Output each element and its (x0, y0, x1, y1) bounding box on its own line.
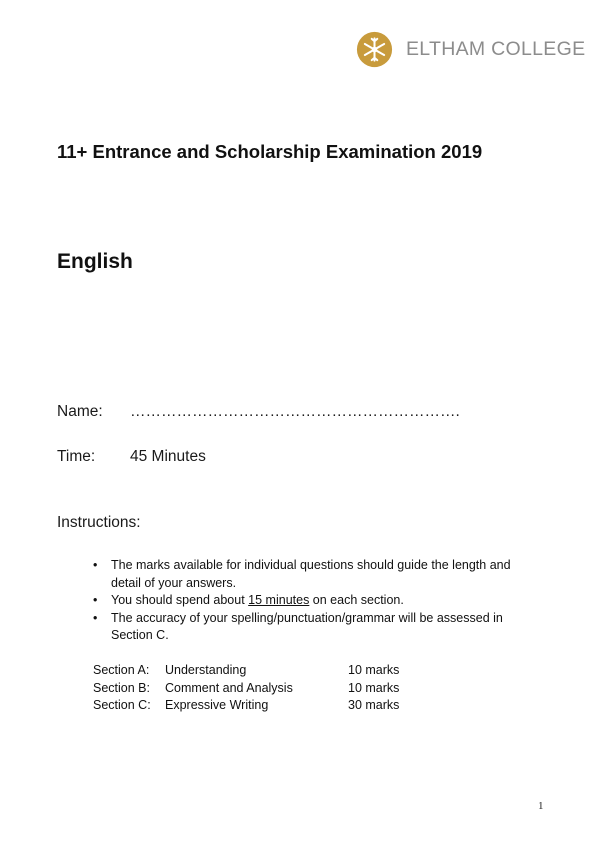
section-marks: 10 marks (348, 680, 400, 695)
name-field[interactable]: ………………………………………………………. (130, 403, 460, 420)
section-name: Expressive Writing (165, 698, 269, 712)
instruction-text: on each section. (309, 593, 404, 607)
time-value: 45 Minutes (130, 448, 206, 465)
bullet-icon: • (93, 558, 98, 572)
instructions-heading: Instructions: (57, 514, 141, 531)
instruction-item (93, 592, 533, 610)
instruction-item (93, 557, 533, 592)
sections-table (93, 662, 399, 715)
snowflake-emblem-icon (356, 31, 393, 68)
bullet-icon: • (93, 593, 98, 607)
instruction-text: You should spend about (111, 593, 249, 607)
section-id: Section C: (93, 698, 151, 712)
page-number: 1 (538, 800, 544, 812)
exam-title: 11+ Entrance and Scholarship Examination 2019 (57, 141, 483, 162)
instruction-text: The accuracy of your spelling/punctuation/grammar will be assessed in Section C. (111, 610, 503, 642)
school-logo (356, 30, 585, 68)
section-marks: 30 marks (348, 698, 400, 712)
bullet-icon: • (93, 610, 98, 625)
instructions-list (93, 557, 533, 645)
section-name: Comment and Analysis (165, 680, 293, 695)
instruction-text: The marks available for individual questions should guide the length and detail of your answers. (111, 558, 511, 590)
school-name: ELTHAM COLLEGE (406, 37, 586, 60)
section-row (93, 662, 399, 680)
time-label: Time: (57, 448, 96, 465)
section-marks: 10 marks (348, 663, 400, 677)
time-emphasis: 15 minutes (248, 593, 310, 607)
section-id: Section A: (93, 663, 150, 677)
section-name: Understanding (165, 663, 247, 677)
section-row (93, 680, 399, 698)
section-id: Section B: (93, 680, 150, 695)
subject-heading: English (57, 250, 133, 273)
section-row (93, 697, 399, 715)
instruction-item (93, 610, 533, 645)
name-label: Name: (57, 403, 103, 420)
